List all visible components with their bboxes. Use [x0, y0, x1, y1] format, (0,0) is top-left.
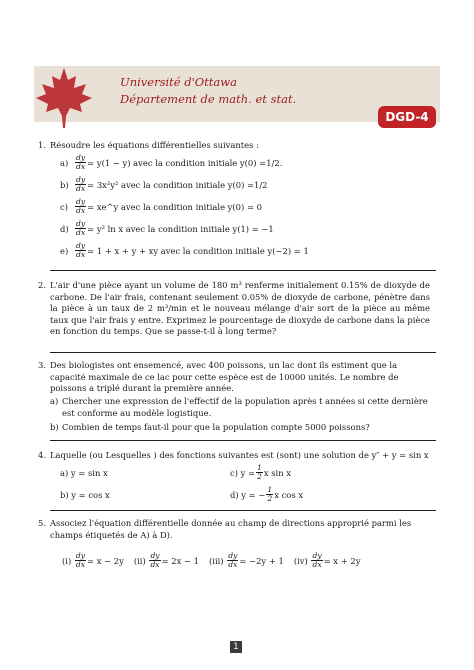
equation-text: = 3x²y² avec la condition initiale y(0) =: [87, 179, 255, 190]
equation-text: = 2x − 1: [161, 555, 199, 566]
equation-text: = 1 + x + y + xy avec la condition initiale y(−2) = 1: [87, 245, 309, 256]
equation-end: .: [279, 157, 283, 168]
equation-item: [60, 242, 309, 259]
equation-item: [60, 220, 274, 237]
derivative-fraction: $\frac{dy}{dx}$: [228, 551, 238, 569]
equation-text: = xe^y avec la condition initiale y(0) = 0: [87, 201, 262, 212]
separator-line: [50, 270, 436, 271]
department-name: Département de math. et stat.: [120, 92, 297, 106]
page-number: 1: [230, 641, 242, 653]
option-b: [60, 490, 110, 500]
item-label: e): [60, 245, 69, 256]
derivative-fraction: $\frac{dy}{dx}$: [75, 551, 86, 569]
question-text: Associez l'équation différentielle donnée au champ de directions approprié parmi les champs étiquetés de A) à D).: [50, 518, 412, 540]
separator-line: [50, 510, 436, 511]
half-fraction: $\frac{1}{2}$: [267, 485, 273, 503]
maple-leaf-logo: [34, 64, 94, 130]
equation-item: [60, 176, 268, 193]
derivative-fraction: $\frac{dy}{dx}$: [312, 551, 322, 569]
question-3: [38, 360, 430, 395]
equation-value: 1/2: [266, 157, 280, 168]
item-label: c): [60, 201, 68, 212]
option-text: a) y = sin x: [60, 468, 108, 478]
question-1: [38, 140, 430, 152]
equation-text: = −2y + 1: [239, 555, 284, 566]
option-c: [230, 464, 291, 481]
university-name: Université d'Ottawa: [120, 75, 237, 89]
sub-text: Combien de temps faut-il pour que la population compte 5000 poissons?: [62, 422, 370, 432]
question-number: 1.: [38, 140, 46, 150]
sub-label: a): [50, 396, 59, 406]
equation-text: = x + 2y: [323, 555, 361, 566]
option-text: c) y =: [230, 467, 256, 478]
question-4: [38, 450, 430, 462]
sub-question-a: [50, 396, 430, 419]
question-text: L'air d'une pièce ayant un volume de 180 m³ renferme initialement 0.15% de dioxyde de carbone. De l'air frais, contenant seulement 0.05% de dioxyde de carbone, pénètre dans la pièce à un taux de 2 m³/min et le nouveau mélange d'air sort de la pièce au même taux que l'air frais y entre. Exprimez le pourcentage de dioxyde de carbone dans la pièce en fonction du temps. Que se passe-t-il à long terme?: [50, 280, 430, 336]
derivative-fraction: $\frac{dy}{dx}$: [76, 197, 86, 215]
equation-item: [60, 154, 282, 171]
option-text-tail: x cos x: [274, 489, 304, 500]
half-fraction: $\frac{1}{2}$: [257, 463, 262, 481]
derivative-fraction: $\frac{dy}{dx}$: [76, 219, 86, 237]
option-text: b) y = cos x: [60, 490, 110, 500]
item-label: b): [60, 179, 69, 190]
equation-value: 1/2: [254, 179, 268, 190]
question-number: 3.: [38, 360, 46, 370]
sub-label: b): [50, 422, 59, 432]
separator-line: [50, 440, 436, 441]
equation-text: = y² ln x avec la condition initiale y(1) = −1: [87, 223, 274, 234]
option-a: [60, 468, 108, 478]
question-prompt: Résoudre les équations différentielles suivantes :: [50, 140, 259, 150]
question-number: 4.: [38, 450, 46, 460]
university-heading: [120, 74, 296, 108]
derivative-fraction: $\frac{dy}{dx}$: [76, 241, 86, 259]
option-text-tail: x sin x: [263, 467, 292, 478]
question-number: 2.: [38, 280, 46, 290]
item-label: d): [60, 223, 69, 234]
question-5: [38, 518, 430, 541]
sub-question-b: [50, 422, 430, 434]
derivative-fraction: $\frac{dy}{dx}$: [150, 551, 160, 569]
equation-item: [60, 198, 262, 215]
question-2: [38, 280, 430, 338]
separator-line: [50, 352, 436, 353]
item-label: (i): [62, 555, 72, 566]
item-label: a): [60, 157, 69, 168]
equation-text: = x − 2y: [87, 555, 124, 566]
question-text: Laquelle (ou Lesquelles ) des fonctions suivantes est (sont) une solution de y″ + y = sin x: [50, 450, 429, 460]
item-label: (iv): [293, 555, 308, 566]
derivative-fraction: $\frac{dy}{dx}$: [76, 175, 86, 193]
derivative-fraction: $\frac{dy}{dx}$: [76, 153, 86, 171]
sub-text: Chercher une expression de l'effectif de la population après t années si cette dernière est conforme au modèle logistique.: [62, 396, 428, 418]
item-label: (iii): [209, 555, 224, 566]
field-equations-row: [62, 552, 360, 569]
question-number: 5.: [38, 518, 46, 528]
question-text: Des biologistes ont ensemencé, avec 400 poissons, un lac dont ils estiment que la capacité maximale de ce lac pour cette espèce est de 10000 unités. Le nombre de poissons a triplé durant la première année.: [50, 360, 399, 393]
equation-text: = y(1 − y) avec la condition initiale y(0) =: [87, 157, 267, 168]
worksheet-badge: DGD-4: [378, 106, 436, 128]
option-d: [230, 486, 303, 503]
item-label: (ii): [133, 555, 146, 566]
option-text: d) y = −: [230, 489, 266, 500]
